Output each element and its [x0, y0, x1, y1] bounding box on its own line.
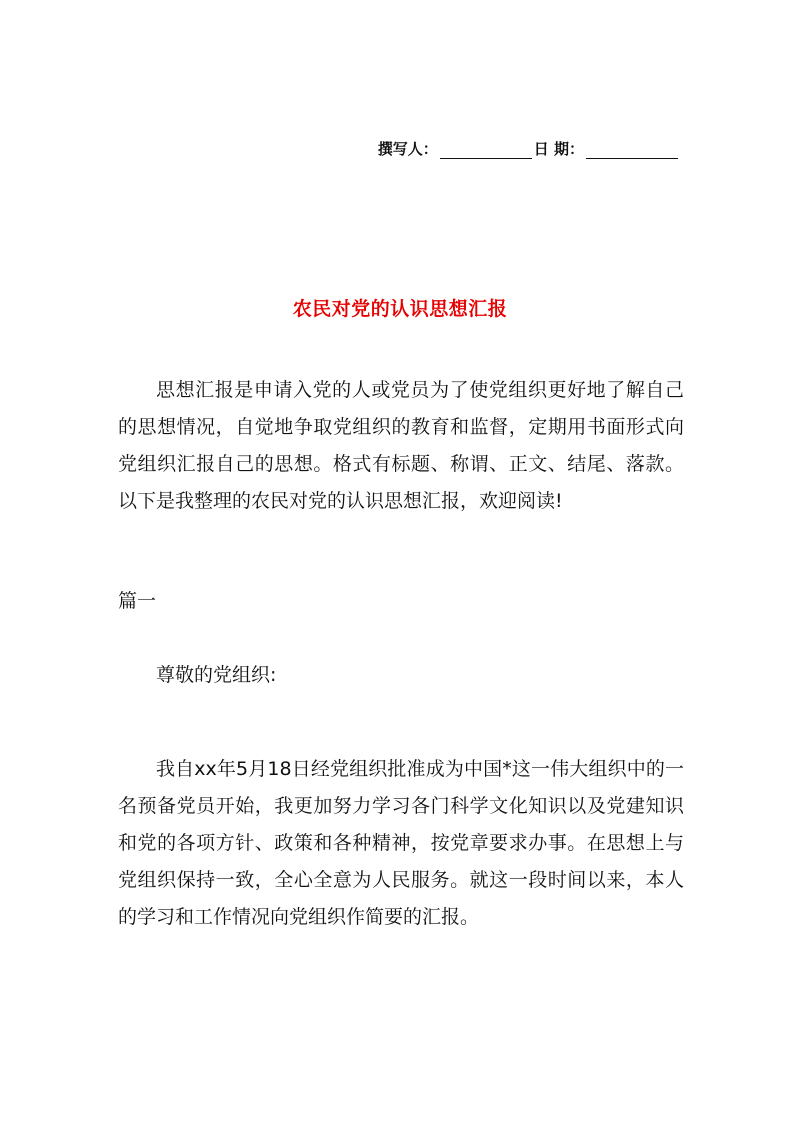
document-title: 农民对党的认识思想汇报: [292, 298, 508, 320]
author-date-header: [378, 138, 680, 159]
intro-paragraph: 思想汇报是申请入党的人或党员为了使党组织更好地了解自己的思想情况，自觉地争取党组织的教育和监督，定期用书面形式向党组织汇报自己的思想。格式有标题、称谓、正文、结尾、落款。以下是我整理的农民对党的认识思想汇报，欢迎阅读!: [118, 379, 684, 512]
author-label: 撰写人：: [377, 140, 438, 158]
body-paragraph: 我自xx年5月18日经党组织批准成为中国*这一伟大组织中的一名预备党员开始，我更加努力学习各门科学文化知识以及党建知识和党的各项方针、政策和各种精神，按党章要求办事。在思想上与党组织保持一致，全心全意为人民服务。就这一段时间以来，本人的学习和工作情况向党组织作简要的汇报。: [118, 758, 684, 928]
date-blank-line: [586, 142, 678, 159]
author-blank-line: [440, 142, 532, 159]
section-heading: 篇一: [118, 590, 157, 612]
date-label: 日 期：: [533, 140, 584, 158]
salutation: 尊敬的党组织:: [156, 664, 277, 686]
